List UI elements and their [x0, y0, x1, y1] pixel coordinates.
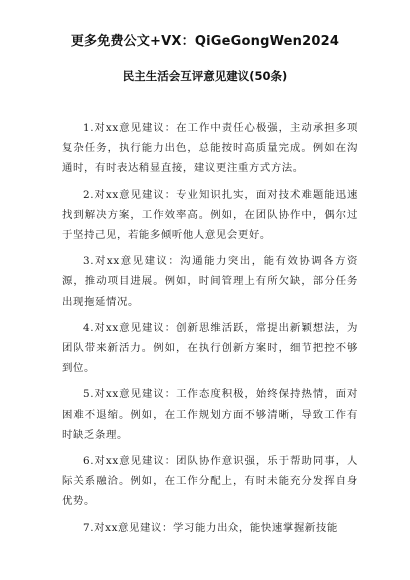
promo-banner: 更多免费公文+VX：QiGeGongWen2024 [70, 34, 340, 49]
suggestion-item-7: 7.对xx意见建议：学习能力出众，能快速掌握新技能 [83, 521, 338, 534]
suggestion-item-2: 2.对xx意见建议：专业知识扎实，面对技术难题能迅速找到解决方案，工作效率高。例如，在团队协作中，偶尔过于坚持己见，若能多倾听他人意见会更好。 [62, 188, 358, 242]
suggestion-item-3: 3.对xx意见建议：沟通能力突出，能有效协调各方资源，推动项目进展。例如，时间管理上有所欠缺，部分任务出现拖延情况。 [62, 255, 358, 308]
suggestion-item-1: 1.对xx意见建议：在工作中责任心极强，主动承担多项复杂任务，执行能力出色，总能按时高质量完成。例如在沟通时，有时表达稍显直接，建议更注重方式方法。 [62, 122, 358, 175]
suggestion-item-6: 6.对xx意见建议：团队协作意识强，乐于帮助同事，人际关系融洽。例如，在工作分配上，有时未能充分发挥自身优势。 [62, 455, 358, 508]
document-title: 民主生活会互评意见建议(50条) [122, 69, 288, 83]
suggestion-item-5: 5.对xx意见建议：工作态度积极，始终保持热情，面对困难不退缩。例如，在工作规划方面不够清晰，导致工作有时缺乏条理。 [62, 388, 358, 441]
suggestion-item-4: 4.对xx意见建议：创新思维活跃，常提出新颖想法，为团队带来新活力。例如，在执行创新方案时，细节把控不够到位。 [62, 321, 358, 375]
suggestion-list [62, 118, 358, 544]
